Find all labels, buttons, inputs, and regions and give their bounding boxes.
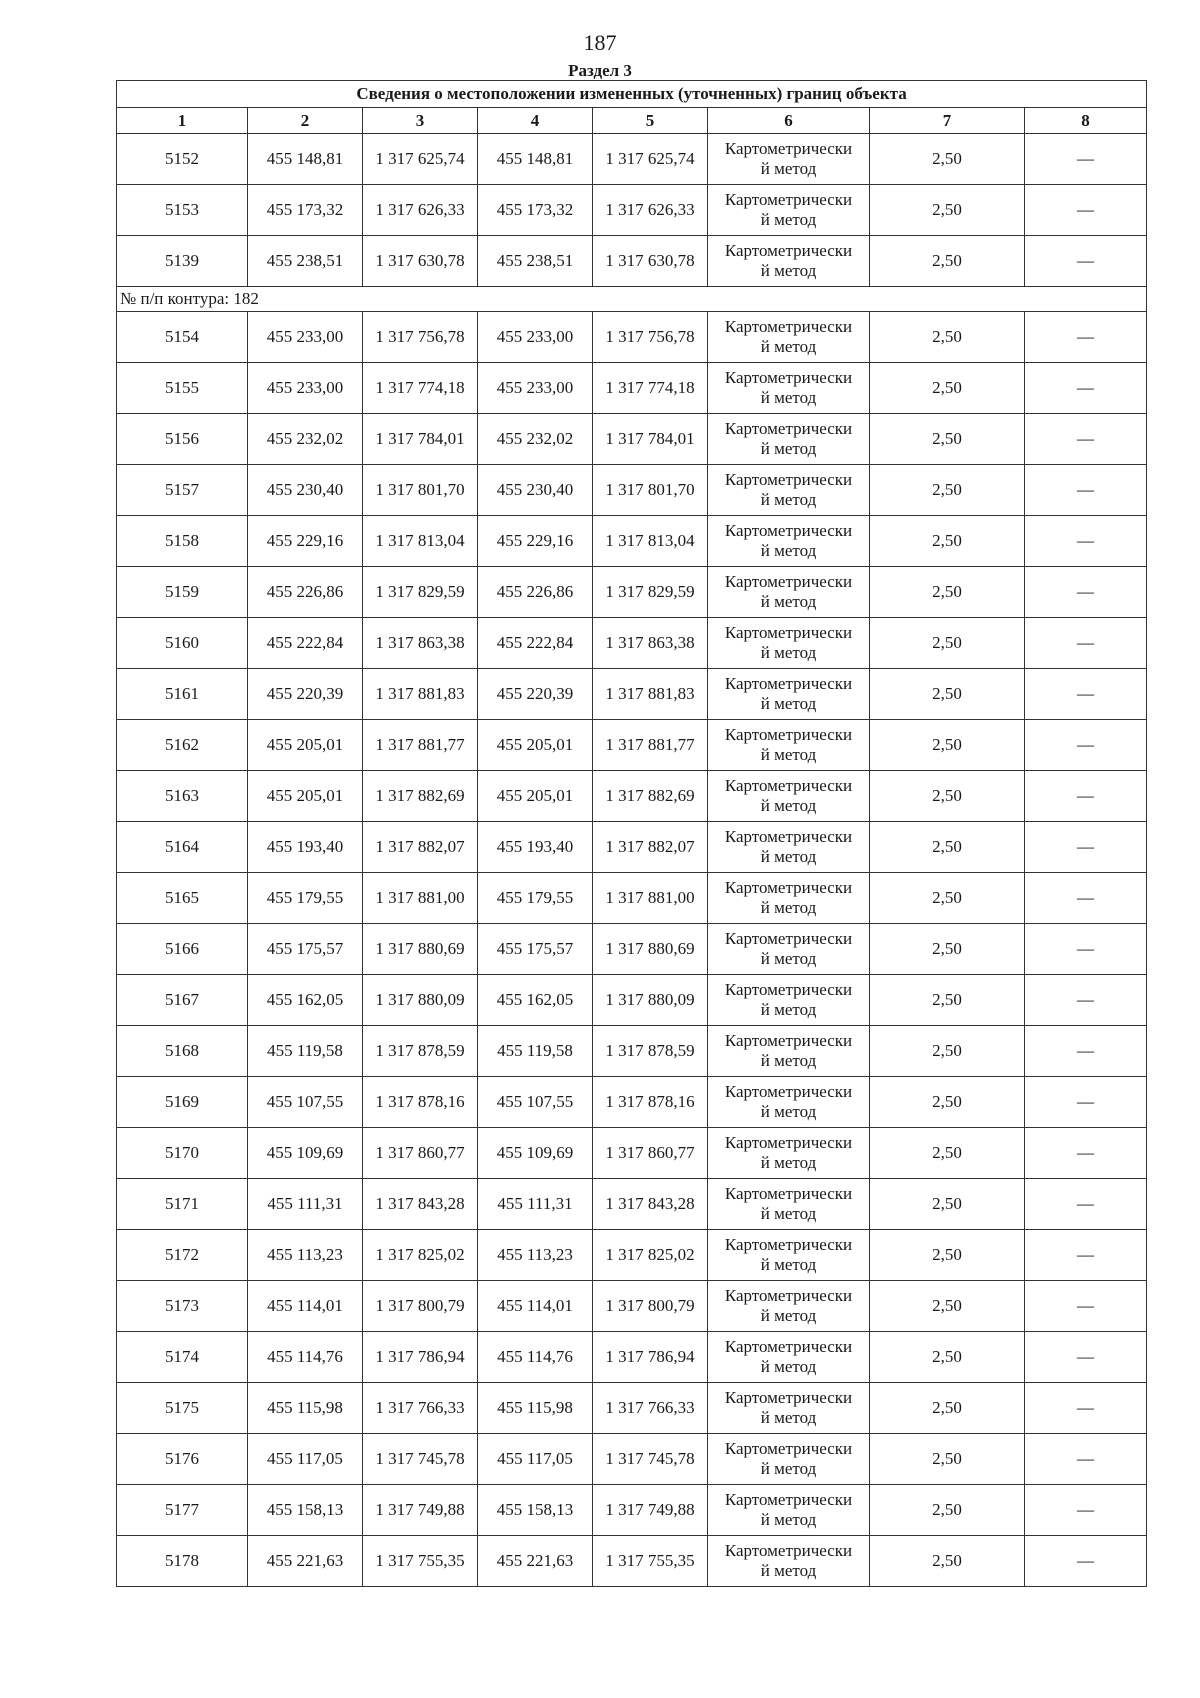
cell-existing-y: 1 317 784,01	[363, 414, 478, 465]
cell-description: —	[1025, 236, 1147, 287]
cell-existing-y: 1 317 755,35	[363, 1536, 478, 1587]
cell-accuracy: 2,50	[870, 236, 1025, 287]
cell-existing-x: 455 115,98	[248, 1383, 363, 1434]
cell-refined-x: 455 107,55	[478, 1077, 593, 1128]
cell-existing-y: 1 317 813,04	[363, 516, 478, 567]
cell-description: —	[1025, 516, 1147, 567]
cell-description: —	[1025, 1434, 1147, 1485]
cell-method: Картометрически й метод	[708, 822, 870, 873]
cell-accuracy: 2,50	[870, 1230, 1025, 1281]
cell-point-number: 5175	[117, 1383, 248, 1434]
cell-refined-x: 455 117,05	[478, 1434, 593, 1485]
cell-existing-x: 455 205,01	[248, 720, 363, 771]
cell-description: —	[1025, 1179, 1147, 1230]
cell-accuracy: 2,50	[870, 1536, 1025, 1587]
cell-existing-y: 1 317 801,70	[363, 465, 478, 516]
cell-refined-x: 455 232,02	[478, 414, 593, 465]
cell-method: Картометрически й метод	[708, 1026, 870, 1077]
cell-existing-y: 1 317 630,78	[363, 236, 478, 287]
cell-refined-y: 1 317 863,38	[593, 618, 708, 669]
cell-point-number: 5159	[117, 567, 248, 618]
table-row	[117, 1383, 1147, 1434]
cell-existing-x: 455 179,55	[248, 873, 363, 924]
cell-existing-y: 1 317 756,78	[363, 312, 478, 363]
cell-point-number: 5167	[117, 975, 248, 1026]
cell-refined-x: 455 193,40	[478, 822, 593, 873]
cell-accuracy: 2,50	[870, 465, 1025, 516]
cell-point-number: 5158	[117, 516, 248, 567]
cell-method: Картометрически й метод	[708, 1536, 870, 1587]
cell-refined-x: 455 158,13	[478, 1485, 593, 1536]
cell-existing-x: 455 233,00	[248, 312, 363, 363]
cell-point-number: 5178	[117, 1536, 248, 1587]
cell-refined-x: 455 148,81	[478, 134, 593, 185]
cell-refined-y: 1 317 756,78	[593, 312, 708, 363]
table-row	[117, 1281, 1147, 1332]
cell-existing-y: 1 317 880,09	[363, 975, 478, 1026]
cell-accuracy: 2,50	[870, 414, 1025, 465]
cell-accuracy: 2,50	[870, 720, 1025, 771]
cell-description: —	[1025, 1128, 1147, 1179]
cell-existing-x: 455 111,31	[248, 1179, 363, 1230]
cell-existing-x: 455 222,84	[248, 618, 363, 669]
cell-description: —	[1025, 924, 1147, 975]
cell-description: —	[1025, 185, 1147, 236]
cell-refined-y: 1 317 626,33	[593, 185, 708, 236]
cell-existing-y: 1 317 774,18	[363, 363, 478, 414]
cell-existing-x: 455 229,16	[248, 516, 363, 567]
cell-method: Картометрически й метод	[708, 975, 870, 1026]
page-number: 187	[583, 30, 617, 55]
cell-existing-y: 1 317 749,88	[363, 1485, 478, 1536]
cell-description: —	[1025, 1485, 1147, 1536]
cell-point-number: 5153	[117, 185, 248, 236]
table-row	[117, 618, 1147, 669]
table-row	[117, 516, 1147, 567]
table-row	[117, 1230, 1147, 1281]
cell-existing-x: 455 232,02	[248, 414, 363, 465]
table-row	[117, 771, 1147, 822]
cell-existing-x: 455 114,76	[248, 1332, 363, 1383]
cell-accuracy: 2,50	[870, 567, 1025, 618]
table-row	[117, 312, 1147, 363]
cell-existing-y: 1 317 863,38	[363, 618, 478, 669]
cell-method: Картометрически й метод	[708, 1485, 870, 1536]
cell-method: Картометрически й метод	[708, 1128, 870, 1179]
column-number-1: 1	[117, 108, 248, 134]
cell-accuracy: 2,50	[870, 1434, 1025, 1485]
cell-refined-x: 455 114,01	[478, 1281, 593, 1332]
cell-accuracy: 2,50	[870, 1179, 1025, 1230]
table-row	[117, 1434, 1147, 1485]
cell-description: —	[1025, 1026, 1147, 1077]
cell-description: —	[1025, 771, 1147, 822]
cell-method: Картометрически й метод	[708, 669, 870, 720]
cell-refined-y: 1 317 880,09	[593, 975, 708, 1026]
cell-refined-y: 1 317 878,16	[593, 1077, 708, 1128]
table-row	[117, 1128, 1147, 1179]
cell-existing-y: 1 317 829,59	[363, 567, 478, 618]
cell-point-number: 5152	[117, 134, 248, 185]
cell-method: Картометрически й метод	[708, 1077, 870, 1128]
cell-method: Картометрически й метод	[708, 516, 870, 567]
cell-accuracy: 2,50	[870, 771, 1025, 822]
cell-refined-y: 1 317 882,69	[593, 771, 708, 822]
cell-method: Картометрически й метод	[708, 1434, 870, 1485]
cell-refined-y: 1 317 881,83	[593, 669, 708, 720]
cell-accuracy: 2,50	[870, 134, 1025, 185]
cell-refined-y: 1 317 749,88	[593, 1485, 708, 1536]
cell-point-number: 5177	[117, 1485, 248, 1536]
cell-refined-y: 1 317 825,02	[593, 1230, 708, 1281]
cell-existing-x: 455 158,13	[248, 1485, 363, 1536]
table-row	[117, 363, 1147, 414]
cell-existing-y: 1 317 881,00	[363, 873, 478, 924]
cell-accuracy: 2,50	[870, 1332, 1025, 1383]
cell-description: —	[1025, 822, 1147, 873]
cell-existing-x: 455 107,55	[248, 1077, 363, 1128]
cell-refined-y: 1 317 745,78	[593, 1434, 708, 1485]
cell-refined-x: 455 109,69	[478, 1128, 593, 1179]
cell-accuracy: 2,50	[870, 975, 1025, 1026]
boundary-coordinates-table	[116, 80, 1147, 1587]
cell-existing-y: 1 317 881,83	[363, 669, 478, 720]
cell-existing-x: 455 162,05	[248, 975, 363, 1026]
cell-existing-y: 1 317 881,77	[363, 720, 478, 771]
cell-refined-x: 455 111,31	[478, 1179, 593, 1230]
cell-existing-x: 455 173,32	[248, 185, 363, 236]
cell-existing-x: 455 175,57	[248, 924, 363, 975]
cell-point-number: 5155	[117, 363, 248, 414]
cell-existing-y: 1 317 878,59	[363, 1026, 478, 1077]
cell-refined-x: 455 220,39	[478, 669, 593, 720]
cell-existing-x: 455 221,63	[248, 1536, 363, 1587]
cell-refined-y: 1 317 878,59	[593, 1026, 708, 1077]
cell-accuracy: 2,50	[870, 822, 1025, 873]
cell-description: —	[1025, 1077, 1147, 1128]
cell-refined-x: 455 233,00	[478, 312, 593, 363]
table-row	[117, 720, 1147, 771]
cell-existing-y: 1 317 860,77	[363, 1128, 478, 1179]
cell-refined-x: 455 205,01	[478, 720, 593, 771]
cell-description: —	[1025, 1230, 1147, 1281]
cell-point-number: 5165	[117, 873, 248, 924]
table-row	[117, 924, 1147, 975]
cell-accuracy: 2,50	[870, 1383, 1025, 1434]
cell-method: Картометрически й метод	[708, 720, 870, 771]
cell-point-number: 5164	[117, 822, 248, 873]
cell-existing-x: 455 117,05	[248, 1434, 363, 1485]
cell-method: Картометрически й метод	[708, 312, 870, 363]
cell-existing-x: 455 226,86	[248, 567, 363, 618]
cell-point-number: 5156	[117, 414, 248, 465]
cell-accuracy: 2,50	[870, 1281, 1025, 1332]
column-number-3: 3	[363, 108, 478, 134]
cell-refined-x: 455 222,84	[478, 618, 593, 669]
cell-point-number: 5174	[117, 1332, 248, 1383]
cell-description: —	[1025, 465, 1147, 516]
column-number-6: 6	[708, 108, 870, 134]
cell-refined-y: 1 317 784,01	[593, 414, 708, 465]
cell-refined-y: 1 317 829,59	[593, 567, 708, 618]
table-row	[117, 465, 1147, 516]
cell-point-number: 5139	[117, 236, 248, 287]
cell-refined-x: 455 221,63	[478, 1536, 593, 1587]
column-number-7: 7	[870, 108, 1025, 134]
table-row	[117, 1077, 1147, 1128]
cell-method: Картометрически й метод	[708, 924, 870, 975]
cell-accuracy: 2,50	[870, 924, 1025, 975]
cell-method: Картометрически й метод	[708, 363, 870, 414]
cell-description: —	[1025, 1281, 1147, 1332]
cell-existing-x: 455 193,40	[248, 822, 363, 873]
cell-method: Картометрически й метод	[708, 873, 870, 924]
section-title: Раздел 3	[568, 61, 632, 80]
cell-refined-x: 455 162,05	[478, 975, 593, 1026]
cell-description: —	[1025, 618, 1147, 669]
table-title: Сведения о местоположении измененных (уточненных) границ объекта	[117, 81, 1147, 108]
cell-refined-y: 1 317 800,79	[593, 1281, 708, 1332]
cell-method: Картометрически й метод	[708, 185, 870, 236]
cell-refined-y: 1 317 881,77	[593, 720, 708, 771]
cell-refined-x: 455 233,00	[478, 363, 593, 414]
cell-refined-x: 455 230,40	[478, 465, 593, 516]
table-row	[117, 414, 1147, 465]
cell-refined-y: 1 317 766,33	[593, 1383, 708, 1434]
cell-refined-x: 455 238,51	[478, 236, 593, 287]
cell-description: —	[1025, 669, 1147, 720]
cell-point-number: 5172	[117, 1230, 248, 1281]
cell-existing-x: 455 114,01	[248, 1281, 363, 1332]
cell-point-number: 5173	[117, 1281, 248, 1332]
table-row	[117, 1536, 1147, 1587]
cell-point-number: 5170	[117, 1128, 248, 1179]
cell-accuracy: 2,50	[870, 312, 1025, 363]
cell-existing-x: 455 205,01	[248, 771, 363, 822]
table-body	[117, 134, 1147, 1587]
cell-existing-y: 1 317 825,02	[363, 1230, 478, 1281]
cell-method: Картометрически й метод	[708, 1281, 870, 1332]
cell-refined-y: 1 317 881,00	[593, 873, 708, 924]
cell-refined-y: 1 317 774,18	[593, 363, 708, 414]
cell-method: Картометрически й метод	[708, 771, 870, 822]
column-number-2: 2	[248, 108, 363, 134]
table-row	[117, 1332, 1147, 1383]
cell-accuracy: 2,50	[870, 1026, 1025, 1077]
cell-refined-x: 455 205,01	[478, 771, 593, 822]
table-row	[117, 1485, 1147, 1536]
table-row	[117, 975, 1147, 1026]
cell-method: Картометрически й метод	[708, 414, 870, 465]
cell-accuracy: 2,50	[870, 1485, 1025, 1536]
cell-existing-y: 1 317 766,33	[363, 1383, 478, 1434]
cell-method: Картометрически й метод	[708, 618, 870, 669]
table-row	[117, 1026, 1147, 1077]
contour-row	[117, 287, 1147, 312]
cell-description: —	[1025, 414, 1147, 465]
cell-refined-y: 1 317 630,78	[593, 236, 708, 287]
cell-existing-y: 1 317 800,79	[363, 1281, 478, 1332]
cell-existing-x: 455 230,40	[248, 465, 363, 516]
cell-refined-y: 1 317 813,04	[593, 516, 708, 567]
cell-point-number: 5161	[117, 669, 248, 720]
cell-existing-x: 455 148,81	[248, 134, 363, 185]
cell-refined-y: 1 317 860,77	[593, 1128, 708, 1179]
cell-method: Картометрически й метод	[708, 1230, 870, 1281]
cell-existing-y: 1 317 626,33	[363, 185, 478, 236]
table-row	[117, 236, 1147, 287]
contour-label: № п/п контура: 182	[117, 287, 1147, 312]
cell-existing-y: 1 317 625,74	[363, 134, 478, 185]
cell-refined-x: 455 173,32	[478, 185, 593, 236]
cell-existing-y: 1 317 745,78	[363, 1434, 478, 1485]
cell-description: —	[1025, 312, 1147, 363]
cell-refined-x: 455 175,57	[478, 924, 593, 975]
cell-point-number: 5162	[117, 720, 248, 771]
cell-method: Картометрически й метод	[708, 465, 870, 516]
cell-existing-x: 455 238,51	[248, 236, 363, 287]
cell-existing-y: 1 317 786,94	[363, 1332, 478, 1383]
cell-method: Картометрически й метод	[708, 1179, 870, 1230]
cell-description: —	[1025, 1383, 1147, 1434]
cell-accuracy: 2,50	[870, 1077, 1025, 1128]
cell-description: —	[1025, 720, 1147, 771]
cell-refined-x: 455 119,58	[478, 1026, 593, 1077]
column-number-5: 5	[593, 108, 708, 134]
cell-existing-x: 455 109,69	[248, 1128, 363, 1179]
cell-existing-y: 1 317 878,16	[363, 1077, 478, 1128]
cell-accuracy: 2,50	[870, 1128, 1025, 1179]
table-row	[117, 134, 1147, 185]
cell-refined-y: 1 317 880,69	[593, 924, 708, 975]
cell-description: —	[1025, 363, 1147, 414]
cell-description: —	[1025, 134, 1147, 185]
cell-point-number: 5176	[117, 1434, 248, 1485]
cell-accuracy: 2,50	[870, 618, 1025, 669]
cell-accuracy: 2,50	[870, 669, 1025, 720]
cell-description: —	[1025, 873, 1147, 924]
column-number-8: 8	[1025, 108, 1147, 134]
cell-description: —	[1025, 1332, 1147, 1383]
cell-refined-x: 455 226,86	[478, 567, 593, 618]
cell-point-number: 5163	[117, 771, 248, 822]
cell-existing-x: 455 220,39	[248, 669, 363, 720]
cell-refined-x: 455 113,23	[478, 1230, 593, 1281]
cell-refined-y: 1 317 882,07	[593, 822, 708, 873]
cell-existing-x: 455 119,58	[248, 1026, 363, 1077]
cell-refined-y: 1 317 843,28	[593, 1179, 708, 1230]
cell-point-number: 5160	[117, 618, 248, 669]
cell-point-number: 5166	[117, 924, 248, 975]
cell-existing-y: 1 317 882,07	[363, 822, 478, 873]
table-row	[117, 185, 1147, 236]
cell-point-number: 5168	[117, 1026, 248, 1077]
cell-existing-y: 1 317 880,69	[363, 924, 478, 975]
cell-refined-x: 455 229,16	[478, 516, 593, 567]
cell-existing-y: 1 317 882,69	[363, 771, 478, 822]
cell-refined-x: 455 179,55	[478, 873, 593, 924]
table-row	[117, 669, 1147, 720]
cell-accuracy: 2,50	[870, 873, 1025, 924]
cell-description: —	[1025, 567, 1147, 618]
cell-refined-y: 1 317 755,35	[593, 1536, 708, 1587]
cell-point-number: 5169	[117, 1077, 248, 1128]
cell-existing-x: 455 233,00	[248, 363, 363, 414]
cell-refined-y: 1 317 801,70	[593, 465, 708, 516]
cell-refined-x: 455 115,98	[478, 1383, 593, 1434]
cell-description: —	[1025, 975, 1147, 1026]
column-number-4: 4	[478, 108, 593, 134]
cell-point-number: 5171	[117, 1179, 248, 1230]
cell-method: Картометрически й метод	[708, 236, 870, 287]
cell-method: Картометрически й метод	[708, 1383, 870, 1434]
cell-method: Картометрически й метод	[708, 134, 870, 185]
cell-accuracy: 2,50	[870, 516, 1025, 567]
cell-description: —	[1025, 1536, 1147, 1587]
table-row	[117, 567, 1147, 618]
cell-point-number: 5154	[117, 312, 248, 363]
cell-method: Картометрически й метод	[708, 1332, 870, 1383]
cell-refined-y: 1 317 786,94	[593, 1332, 708, 1383]
cell-accuracy: 2,50	[870, 185, 1025, 236]
cell-point-number: 5157	[117, 465, 248, 516]
table-row	[117, 822, 1147, 873]
cell-existing-x: 455 113,23	[248, 1230, 363, 1281]
cell-existing-y: 1 317 843,28	[363, 1179, 478, 1230]
cell-refined-y: 1 317 625,74	[593, 134, 708, 185]
table-row	[117, 1179, 1147, 1230]
cell-accuracy: 2,50	[870, 363, 1025, 414]
cell-refined-x: 455 114,76	[478, 1332, 593, 1383]
table-row	[117, 873, 1147, 924]
cell-method: Картометрически й метод	[708, 567, 870, 618]
